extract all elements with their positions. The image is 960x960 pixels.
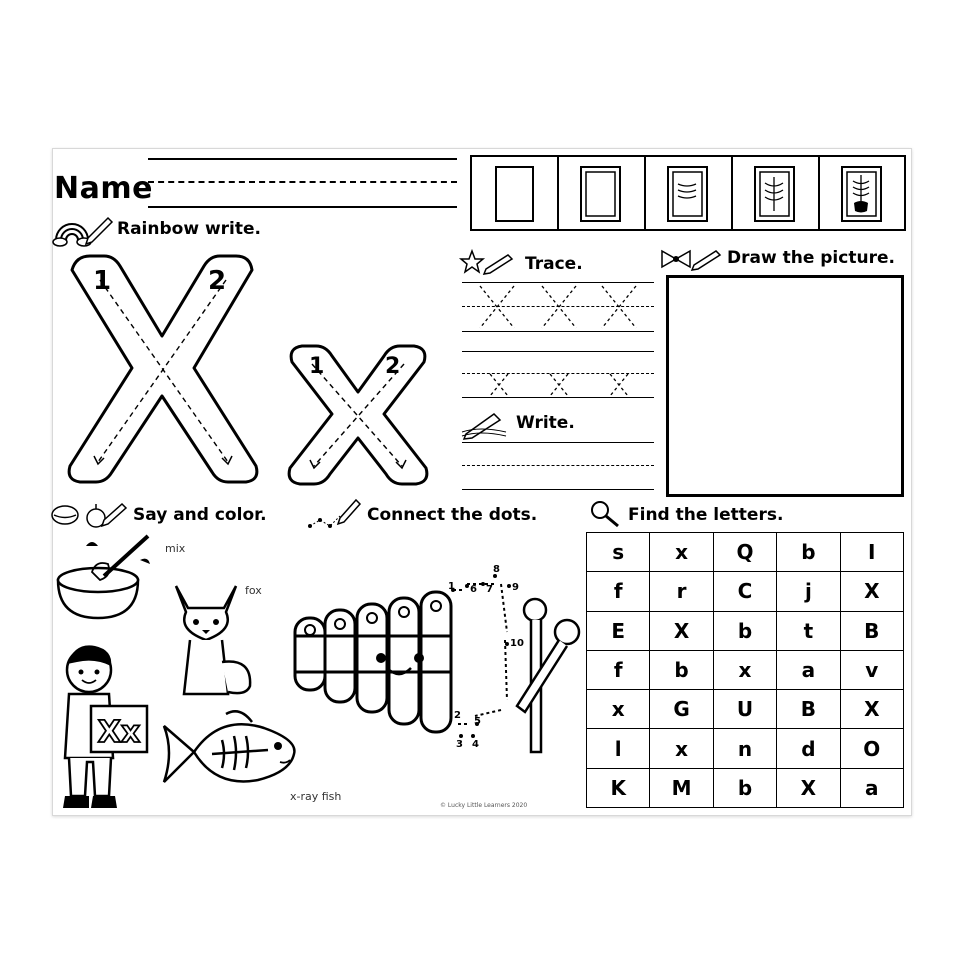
dot-number-2: 2 — [454, 710, 461, 721]
sequence-box-5 — [818, 155, 906, 231]
draw-picture-title: Draw the picture. — [727, 248, 895, 268]
grid-cell[interactable]: K — [587, 768, 650, 807]
dot-number-7: 7 — [486, 584, 493, 595]
fox-icon[interactable] — [166, 582, 256, 700]
grid-cell[interactable]: a — [777, 650, 840, 689]
grid-row — [587, 611, 904, 650]
grid-cell[interactable]: n — [713, 729, 776, 768]
grid-cell[interactable]: d — [777, 729, 840, 768]
grid-cell[interactable]: b — [650, 650, 713, 689]
grid-cell[interactable]: b — [713, 611, 776, 650]
xray-spine-card-icon — [733, 157, 818, 229]
xray-skeleton-card-icon — [820, 157, 905, 229]
grid-cell[interactable]: x — [650, 729, 713, 768]
grid-cell[interactable]: b — [777, 533, 840, 572]
word-fox: fox — [245, 584, 262, 597]
pencil-icon — [460, 408, 512, 438]
grid-cell[interactable]: I — [840, 533, 903, 572]
grid-cell[interactable]: U — [713, 690, 776, 729]
grid-cell[interactable]: a — [840, 768, 903, 807]
trace-lowercase-x-row[interactable] — [462, 372, 654, 398]
grid-row — [587, 729, 904, 768]
star-pencil-icon — [460, 249, 520, 277]
boy-holding-xx-sign-icon — [55, 640, 155, 812]
dot-number-4: 4 — [472, 739, 479, 750]
copyright-credit: © Lucky Little Learners 2020 — [440, 802, 528, 809]
grid-cell[interactable]: M — [650, 768, 713, 807]
bow-pencil-icon — [658, 245, 724, 273]
sequence-box-3 — [644, 155, 733, 231]
draw-picture-box[interactable] — [666, 275, 904, 497]
word-mix: mix — [165, 542, 186, 555]
uppercase-stroke-1: 1 — [93, 266, 112, 296]
sequence-box-4 — [731, 155, 820, 231]
xylophone-dot-to-dot[interactable] — [295, 560, 585, 756]
grid-cell[interactable]: x — [713, 650, 776, 689]
write-mid-line[interactable] — [462, 465, 654, 466]
find-letters-grid — [586, 532, 904, 808]
xray-fish-icon[interactable] — [160, 706, 300, 796]
lips-apple-icon — [50, 500, 130, 530]
grid-cell[interactable]: j — [777, 572, 840, 611]
connect-dots-title: Connect the dots. — [367, 505, 538, 525]
dot-number-9: 9 — [512, 582, 519, 593]
dot-number-8: 8 — [493, 564, 500, 575]
trace-top-line-2 — [462, 351, 654, 352]
grid-cell[interactable]: B — [840, 611, 903, 650]
grid-row — [587, 690, 904, 729]
write-bottom-line[interactable] — [462, 489, 654, 490]
word-x-ray-fish: x-ray fish — [290, 790, 342, 803]
lowercase-x-outline — [284, 342, 434, 490]
name-label: Name — [54, 171, 153, 206]
grid-cell[interactable]: E — [587, 611, 650, 650]
frame-card-icon — [559, 157, 644, 229]
trace-title: Trace. — [525, 254, 583, 274]
sequence-box-2 — [557, 155, 646, 231]
lowercase-stroke-1: 1 — [309, 354, 325, 379]
rainbow-pencil-icon — [52, 212, 114, 248]
blank-card-icon — [472, 157, 557, 229]
grid-row — [587, 650, 904, 689]
mixing-bowl-icon[interactable] — [52, 530, 162, 622]
say-and-color-title: Say and color. — [133, 505, 267, 525]
grid-cell[interactable]: s — [587, 533, 650, 572]
write-title: Write. — [516, 413, 575, 433]
dot-number-10: 10 — [510, 638, 524, 649]
grid-cell[interactable]: B — [777, 690, 840, 729]
dot-number-1: 1 — [448, 581, 455, 592]
svg-text:Xx: Xx — [97, 715, 141, 750]
dots-pencil-icon — [306, 496, 366, 532]
grid-cell[interactable]: X — [777, 768, 840, 807]
grid-cell[interactable]: t — [777, 611, 840, 650]
grid-cell[interactable]: f — [587, 572, 650, 611]
rainbow-write-title: Rainbow write. — [117, 219, 261, 239]
grid-cell[interactable]: X — [840, 690, 903, 729]
grid-cell[interactable]: C — [713, 572, 776, 611]
dot-number-6: 6 — [470, 584, 477, 595]
grid-cell[interactable]: b — [713, 768, 776, 807]
find-letters-title: Find the letters. — [628, 505, 784, 525]
trace-uppercase-x-row[interactable] — [462, 282, 654, 332]
grid-cell[interactable]: G — [650, 690, 713, 729]
grid-cell[interactable]: X — [840, 572, 903, 611]
xray-ribs-card-icon — [646, 157, 731, 229]
grid-cell[interactable]: x — [650, 533, 713, 572]
grid-cell[interactable]: Q — [713, 533, 776, 572]
uppercase-stroke-2: 2 — [208, 266, 227, 296]
grid-cell[interactable]: X — [650, 611, 713, 650]
grid-row — [587, 768, 904, 807]
name-bottom-line[interactable] — [148, 206, 457, 208]
name-top-line — [148, 158, 457, 160]
write-top-line[interactable] — [462, 442, 654, 443]
grid-row — [587, 533, 904, 572]
name-mid-dashed-line — [148, 181, 457, 183]
grid-cell[interactable]: r — [650, 572, 713, 611]
dot-number-3: 3 — [456, 739, 463, 750]
dot-number-5: 5 — [474, 716, 481, 727]
magnifier-icon — [588, 498, 624, 528]
grid-cell[interactable]: x — [587, 690, 650, 729]
grid-cell[interactable]: l — [587, 729, 650, 768]
sequence-box-1 — [470, 155, 559, 231]
grid-cell[interactable]: f — [587, 650, 650, 689]
grid-cell[interactable]: O — [840, 729, 903, 768]
lowercase-stroke-2: 2 — [385, 354, 401, 379]
grid-row — [587, 572, 904, 611]
grid-cell[interactable]: v — [840, 650, 903, 689]
